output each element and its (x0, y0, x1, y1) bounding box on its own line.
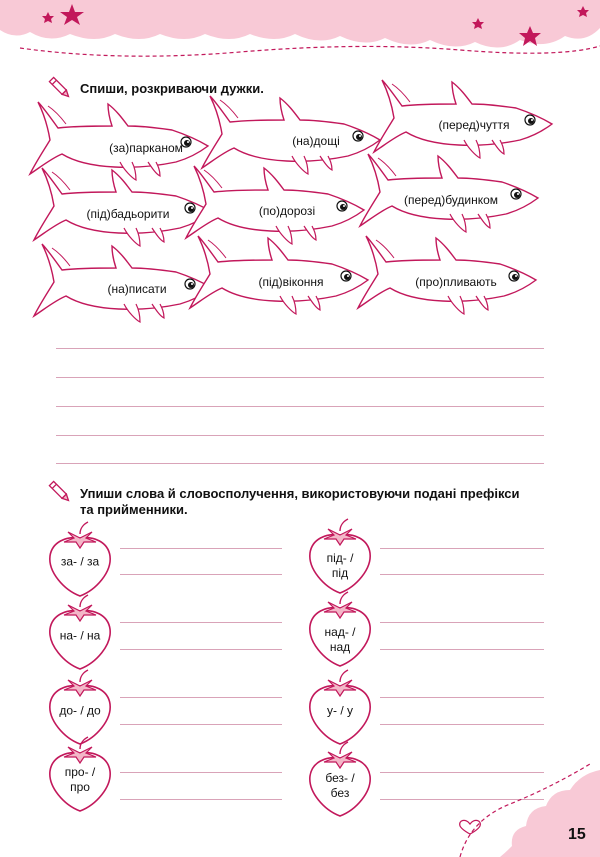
writing-line[interactable] (120, 772, 282, 773)
writing-line[interactable] (120, 724, 282, 725)
fish-word: (за)парканом (109, 141, 183, 155)
writing-line[interactable] (56, 435, 544, 436)
writing-line[interactable] (120, 548, 282, 549)
prefix-label: про- / про (64, 765, 96, 794)
writing-line[interactable] (56, 406, 544, 407)
page-number: 15 (568, 826, 586, 843)
fish-word: (перед)будинком (403, 193, 499, 207)
fish-word: (на)дощі (292, 134, 340, 148)
writing-line[interactable] (120, 622, 282, 623)
prefix-label: до- / до (59, 703, 101, 718)
task2-title-line2: та прийменники. (80, 502, 188, 517)
prefix-label: за- / за (60, 554, 100, 569)
writing-line[interactable] (380, 649, 544, 650)
fish-word: (по)дорозі (258, 204, 316, 218)
prefix-label: над- / над (324, 625, 356, 654)
prefix-label: у- / у (327, 703, 353, 718)
writing-line[interactable] (120, 649, 282, 650)
writing-line[interactable] (120, 799, 282, 800)
fish-shape (202, 96, 380, 174)
writing-line[interactable] (380, 548, 544, 549)
heart-icon (460, 820, 481, 834)
writing-line[interactable] (380, 697, 544, 698)
fish-word: (під)бадьорити (86, 207, 170, 221)
writing-line[interactable] (120, 574, 282, 575)
writing-line[interactable] (380, 724, 544, 725)
writing-line[interactable] (120, 697, 282, 698)
task1-title: Спиши, розкриваючи дужки. (80, 81, 264, 96)
fish-word: (перед)чуття (438, 118, 510, 132)
fish-word: (про)пливають (415, 275, 497, 289)
writing-line[interactable] (56, 377, 544, 378)
writing-line[interactable] (380, 574, 544, 575)
fish-group (0, 0, 600, 340)
writing-line[interactable] (56, 463, 544, 464)
prefix-label: на- / на (59, 628, 101, 643)
task2-title-line1: Упиши слова й словосполучення, використовуючи подані префікси (80, 486, 520, 501)
fish-word: (на)писати (107, 282, 167, 296)
prefix-label: під- / під (326, 551, 354, 580)
writing-line[interactable] (380, 622, 544, 623)
prefix-label: без- / без (325, 771, 355, 800)
writing-line[interactable] (56, 348, 544, 349)
fish-word: (під)віконня (258, 275, 324, 289)
